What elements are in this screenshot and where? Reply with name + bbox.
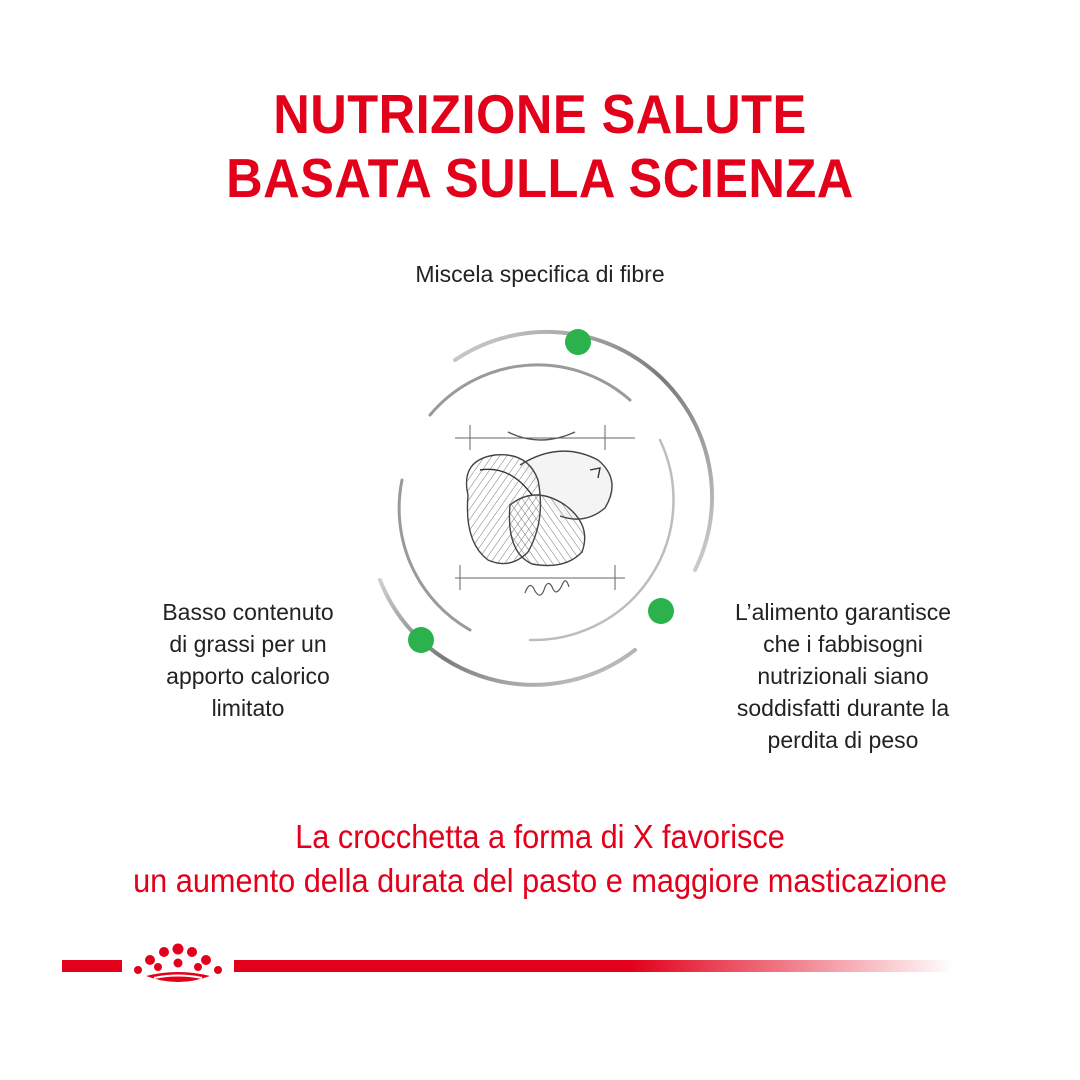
brand-bar-left <box>62 960 122 972</box>
feature-nutritional-needs-line: perdita di peso <box>767 727 919 753</box>
page-title <box>43 82 1037 210</box>
kibble-diagram <box>360 320 720 700</box>
tagline-line-2: un aumento della durata del pasto e maggiore masticazione <box>133 862 947 899</box>
feature-nutritional-needs-line: che i fabbisogni <box>763 631 923 657</box>
royal-crown-logo <box>128 940 228 990</box>
feature-nutritional-needs-line: nutrizionali siano <box>757 663 929 689</box>
green-dot-right <box>648 598 674 624</box>
green-dot-top <box>565 329 591 355</box>
brand-bar-right <box>234 960 954 972</box>
brand-bar <box>62 940 962 990</box>
feature-low-fat-line: di grassi per un <box>169 631 327 657</box>
feature-nutritional-needs <box>688 596 998 756</box>
title-line-1: NUTRIZIONE SALUTE <box>273 83 807 145</box>
feature-low-fat <box>118 596 378 724</box>
kibble-sketch-icon <box>455 425 635 595</box>
green-dot-left <box>408 627 434 653</box>
feature-low-fat-line: limitato <box>211 695 285 721</box>
feature-nutritional-needs-line: L’alimento garantisce <box>734 599 952 625</box>
feature-low-fat-line: apporto calorico <box>166 663 330 689</box>
tagline <box>38 815 1042 903</box>
feature-nutritional-needs-line: soddisfatti durante la <box>736 695 950 721</box>
feature-fiber-blend: Miscela specifica di fibre <box>415 261 665 287</box>
feature-low-fat-line: Basso contenuto <box>162 599 334 625</box>
tagline-line-1: La crocchetta a forma di X favorisce <box>295 818 785 855</box>
title-line-2: BASATA SULLA SCIENZA <box>226 147 854 209</box>
